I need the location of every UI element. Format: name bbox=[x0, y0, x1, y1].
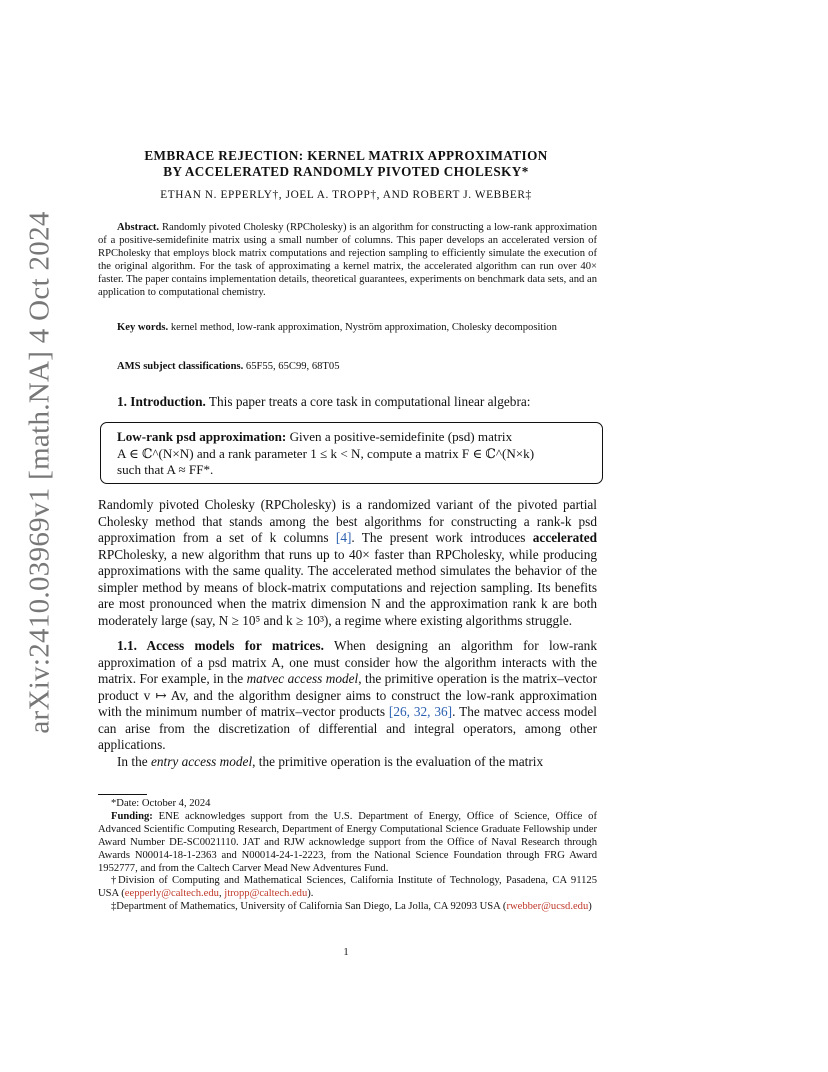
author-list: ETHAN N. EPPERLY†, JOEL A. TROPP†, AND ROBERT J. WEBBER‡ bbox=[160, 189, 532, 201]
keywords-label: Key words. bbox=[117, 322, 169, 333]
para1-c: RPCholesky, a new algorithm that runs up to 40× faster than RPCholesky, while producing approximations with the same quality. The accelerated method simulates the behavior of the simpler method by means of block-matrix computations and rejection sampling. Its benefits are most pronounced when the matrix dimension N and the approximation rank k are both moderately large (say, N ≥ 10⁵ and k ≥ 10³), a regime where existing algorithms struggle. bbox=[98, 546, 597, 628]
paragraph-rpcholesky bbox=[98, 497, 597, 629]
para3-b: , the primitive operation is the evaluation of the matrix bbox=[252, 753, 544, 769]
ucsd-text: ‡Department of Mathematics, University of California San Diego, La Jolla, CA 92093 USA ( bbox=[111, 901, 507, 913]
problem-statement-box bbox=[100, 422, 603, 484]
footnote-funding bbox=[98, 811, 597, 876]
email-separator: , bbox=[218, 888, 225, 900]
ucsd-end: ) bbox=[588, 901, 592, 913]
caltech-end: ). bbox=[307, 888, 314, 900]
keywords bbox=[98, 322, 597, 335]
section11-b: , the primitive operation is the matrix–vector product v ↦ Av, and the algorithm designer aims to construct the low-rank approximation with the minimum number of matrix–vector products bbox=[98, 671, 598, 719]
paragraph-entry-access bbox=[98, 754, 597, 771]
footnote-date: *Date: October 4, 2024 bbox=[111, 798, 211, 809]
ams-text: 65F55, 65C99, 68T05 bbox=[245, 361, 340, 372]
abstract bbox=[98, 222, 597, 299]
abstract-text: Randomly pivoted Cholesky (RPCholesky) is an algorithm for constructing a low-rank approximation of a positive-semidefinite matrix using a small number of columns. This paper develops an accelerated version of RPCholesky that employs block matrix computations and rejection sampling to efficiently simulate the execution of the original algorithm. For the task of approximating a kernel matrix, the accelerated algorithm can run over 40× faster. The paper contains implementation details, theoretical guarantees, experiments on benchmark data sets, and an application to computational chemistry. bbox=[98, 222, 597, 298]
box-label: Low-rank psd approximation: bbox=[117, 429, 287, 444]
title-line-1: EMBRACE REJECTION: KERNEL MATRIX APPROXIMATION bbox=[144, 148, 548, 163]
intro-label: 1. Introduction. bbox=[117, 394, 206, 409]
footnote-rule bbox=[98, 794, 147, 795]
paper-title bbox=[96, 148, 596, 180]
caltech-text: †Division of Computing and Mathematical Sciences, California Institute of Technology, Pasadena, CA 91125 USA ( bbox=[98, 875, 597, 900]
page-number: 1 bbox=[343, 947, 349, 958]
box-text-3: such that A ≈ FF*. bbox=[117, 462, 214, 478]
keywords-text: kernel method, low-rank approximation, Nyström approximation, Cholesky decomposition bbox=[170, 322, 557, 333]
footnote-ucsd bbox=[98, 901, 597, 914]
citation-link[interactable]: [26, 32, 36] bbox=[388, 704, 453, 719]
footnote-caltech bbox=[98, 875, 597, 901]
email-link[interactable]: rwebber@ucsd.edu bbox=[506, 901, 589, 913]
paragraph-access-models bbox=[98, 638, 597, 754]
box-text-1: Given a positive-semidefinite (psd) matrix bbox=[289, 429, 513, 444]
footnotes bbox=[98, 798, 597, 914]
ams-classifications bbox=[117, 361, 597, 374]
funding-text: ENE acknowledges support from the U.S. Department of Energy, Office of Science, Office of Advanced Scientific Computing Research, Department of Energy Computational Science Graduate Fellowship under Award Number DE-SC0021110. JAT and RJW acknowledge support from the Office of Naval Research through Awards N00014-18-1-2363 and N00014-24-1-2223, from the National Science Foundation through FRG Award 1952777, and from the Caltech Carver Mead New Adventures Fund. bbox=[98, 810, 597, 874]
section-introduction-heading bbox=[98, 394, 597, 410]
citation-link[interactable]: [4] bbox=[335, 530, 352, 545]
box-text-2: A ∈ ℂ^(N×N) and a rank parameter 1 ≤ k < N, compute a matrix F ∈ ℂ^(N×k) bbox=[117, 445, 535, 461]
email-link[interactable]: eepperly@caltech.edu bbox=[124, 888, 219, 900]
arxiv-stamp bbox=[22, 182, 58, 762]
arxiv-identifier: arXiv:2410.03969v1 [math.NA] 4 Oct 2024 bbox=[23, 210, 56, 734]
ams-label: AMS subject classifications. bbox=[117, 361, 244, 372]
funding-label: Funding: bbox=[111, 810, 153, 822]
para3-ital: entry access model bbox=[150, 753, 253, 769]
para1-b: . The present work introduces bbox=[351, 530, 533, 545]
para3-a: In the bbox=[117, 753, 151, 769]
para1-bold: accelerated bbox=[532, 530, 597, 545]
abstract-label: Abstract. bbox=[117, 222, 160, 233]
email-link[interactable]: jtropp@caltech.edu bbox=[224, 888, 308, 900]
section11-a: When designing an algorithm for low-rank approximation of a psd matrix A, one must consider how the algorithm interacts with the matrix. For example, in the bbox=[98, 638, 597, 686]
para1-a: Randomly pivoted Cholesky (RPCholesky) is a randomized variant of the pivoted partial Cholesky method that stands among the best algorithms for constructing a rank-k psd approximation from a set of k columns bbox=[98, 497, 597, 545]
section11-ital: matvec access model bbox=[246, 671, 359, 686]
title-line-2: BY ACCELERATED RANDOMLY PIVOTED CHOLESKY* bbox=[163, 164, 529, 179]
intro-text: This paper treats a core task in computational linear algebra: bbox=[208, 394, 531, 409]
section11-c: . The matvec access model can arise from the discretization of differential and integral operators, among other applications. bbox=[98, 704, 597, 752]
section-1-1-label: 1.1. Access models for matrices. bbox=[117, 638, 324, 653]
body-text bbox=[98, 497, 597, 770]
